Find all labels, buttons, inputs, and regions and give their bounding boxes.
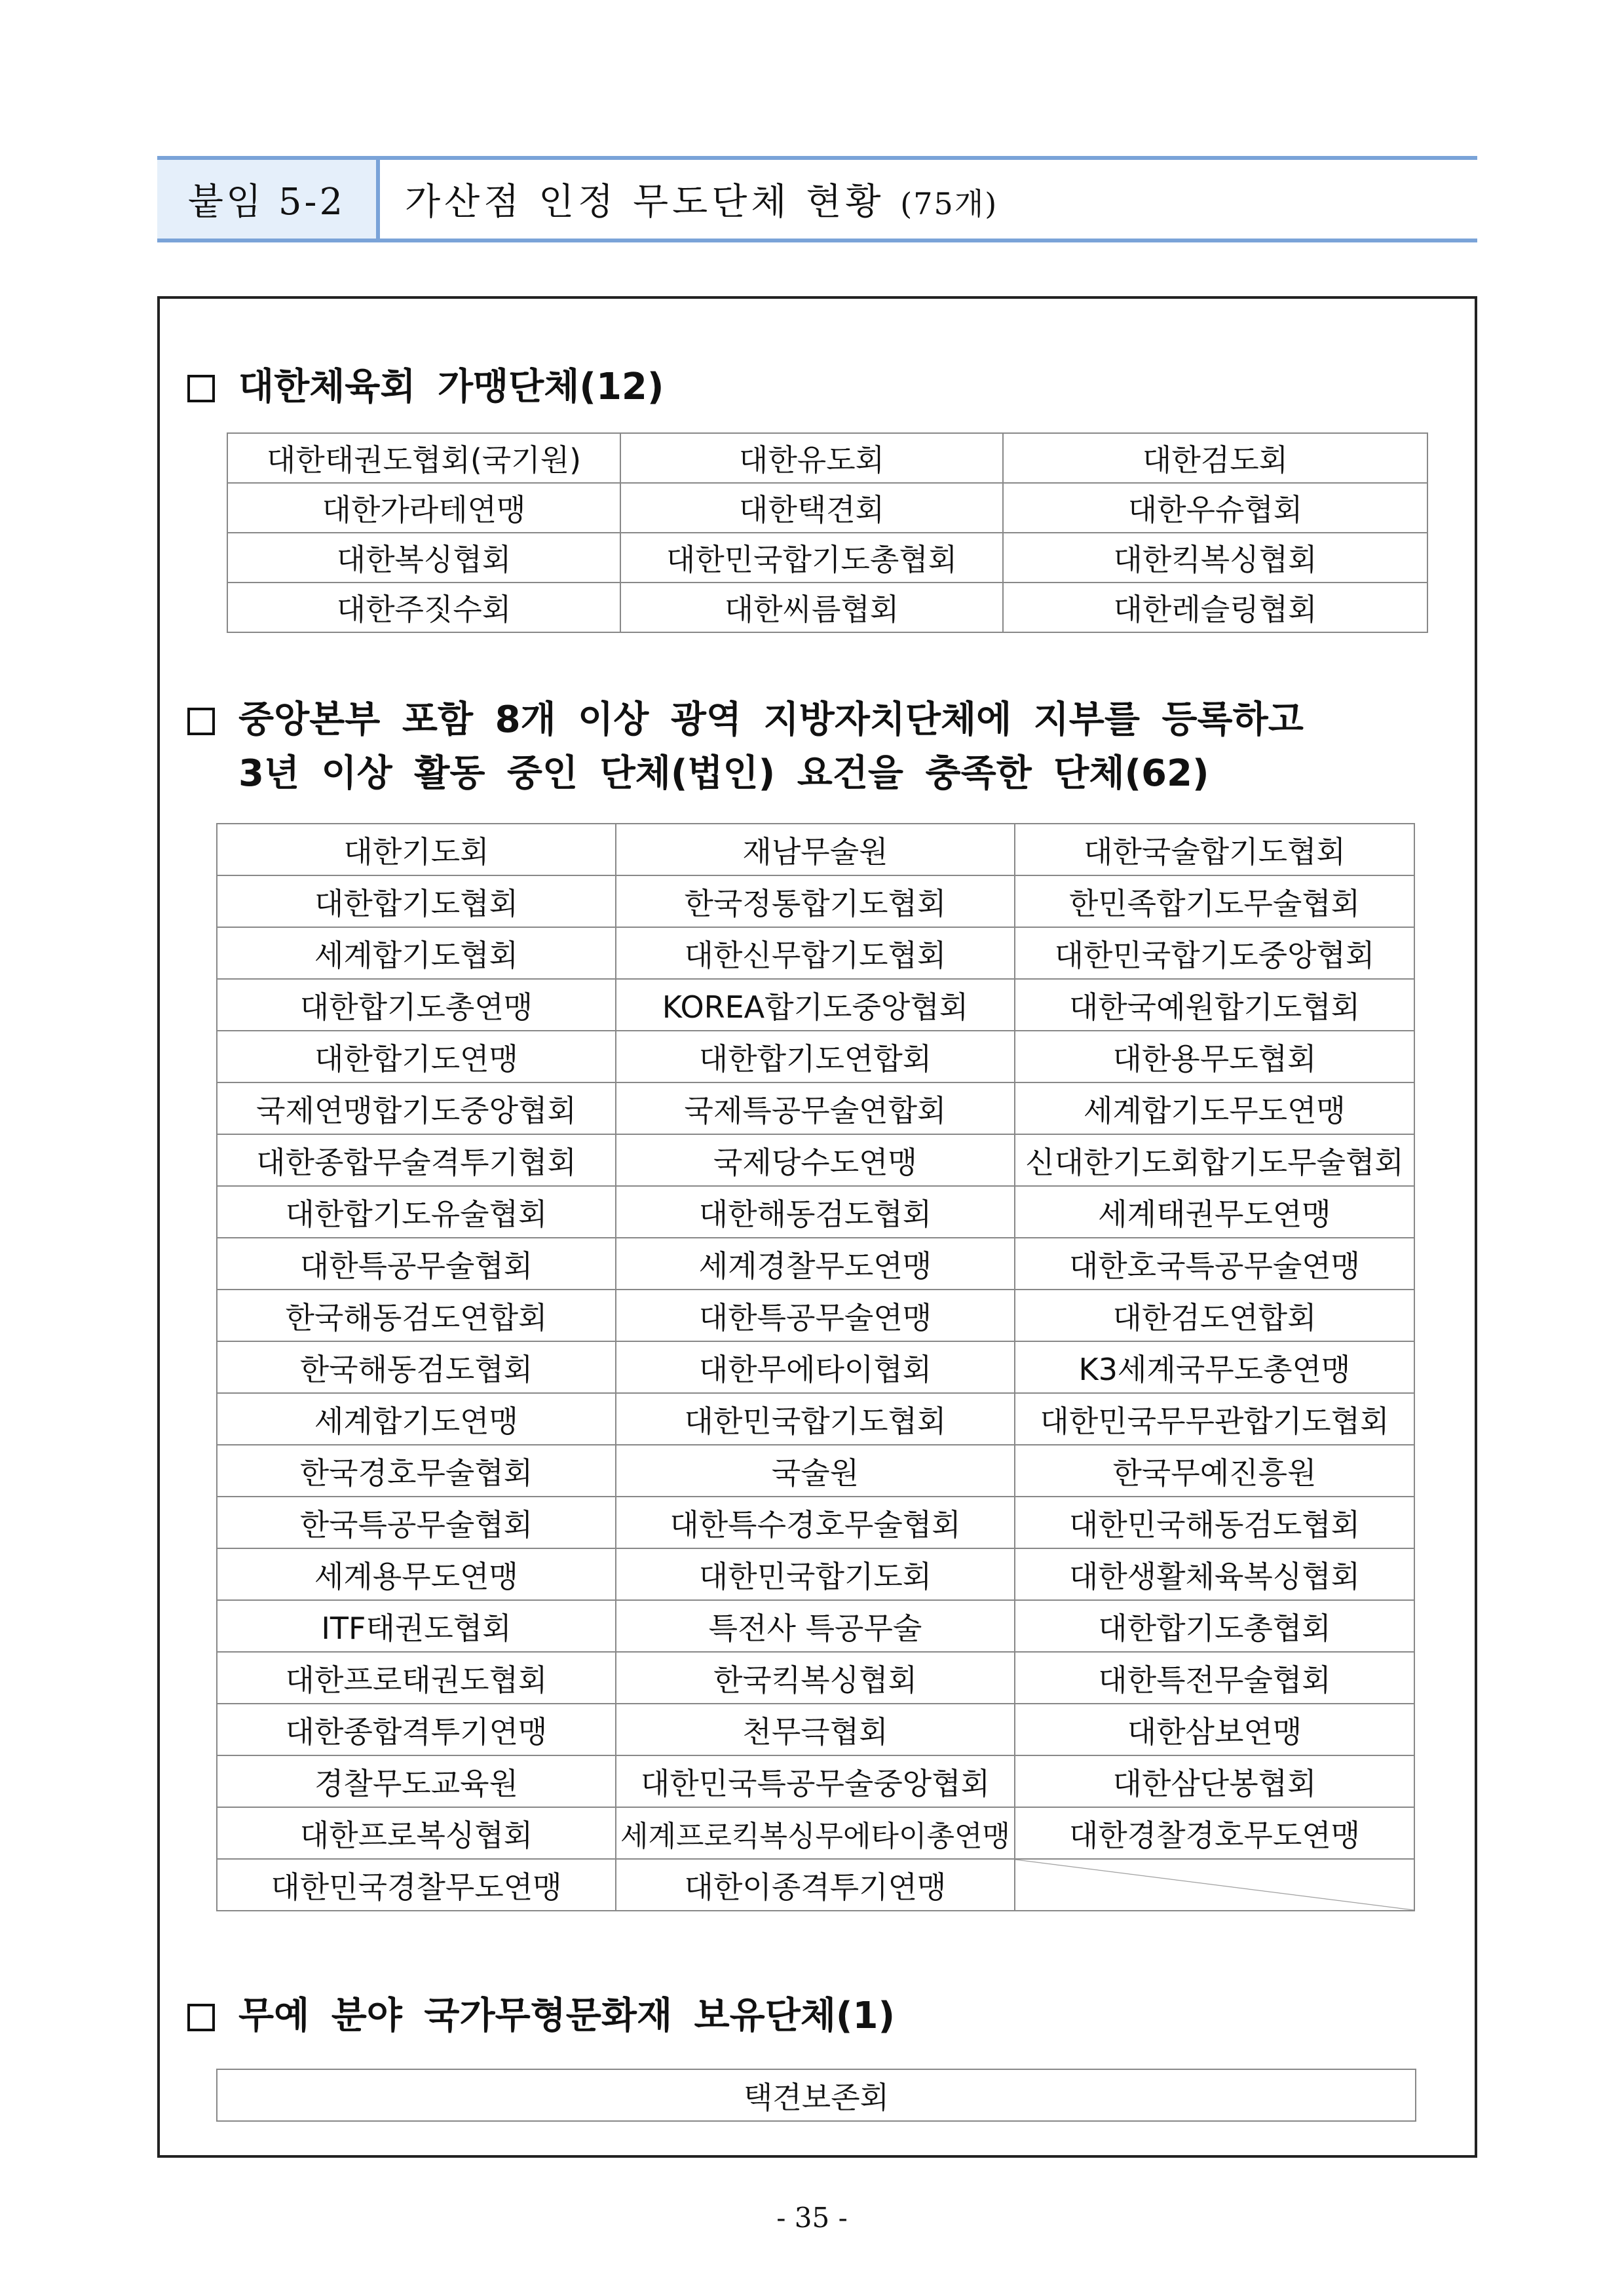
table-row [217,1600,1414,1652]
table-cell: 대한민국합기도회 [616,1548,1015,1600]
table-cell: 한국해동검도연합회 [217,1290,616,1341]
table-cell: 세계태권무도연맹 [1015,1186,1414,1238]
table-cell: 대한삼단봉협회 [1015,1755,1414,1807]
table-cell: 대한호국특공무술연맹 [1015,1238,1414,1290]
table-row [217,1652,1414,1704]
table-row [217,1238,1414,1290]
table-cell: 대한특공무술협회 [217,1238,616,1290]
table-cell: 대한합기도유술협회 [217,1186,616,1238]
section-heading-text: 대한체육회 가맹단체(12) [238,366,664,408]
section-heading-line-1: 중앙본부 포함 8개 이상 광역 지방자치단체에 지부를 등록하고 [238,698,1304,741]
table-cell: 대한합기도협회 [217,875,616,927]
table-cell: 세계합기도연맹 [217,1393,616,1445]
table-cell: 대한민국특공무술중앙협회 [616,1755,1015,1807]
table-cell: 신대한기도회합기도무술협회 [1015,1134,1414,1186]
table-row [217,1497,1414,1548]
table-cell: 대한레슬링협회 [1003,583,1427,632]
table-cell: 국술원 [616,1445,1015,1497]
table-cell: 한국무예진흥원 [1015,1445,1414,1497]
table-row [227,483,1427,533]
document-header [157,156,1477,242]
table-row [227,533,1427,583]
table-cell: 세계용무도연맹 [217,1548,616,1600]
table-cell: 국제특공무술연합회 [616,1082,1015,1134]
table-cell: 대한특수경호무술협회 [616,1497,1015,1548]
table-cell: 한민족합기도무술협회 [1015,875,1414,927]
title-count: (75개) [900,186,998,221]
table-row [217,1445,1414,1497]
page-number: - 35 - [776,2202,848,2234]
table-row [227,433,1427,483]
table-cell: 대한킥복싱협회 [1003,533,1427,583]
table-cell: 대한태권도협회(국기원) [227,433,620,483]
table-cell: 세계합기도무도연맹 [1015,1082,1414,1134]
table-cell: 대한국술합기도협회 [1015,824,1414,875]
table-row [217,1807,1414,1859]
table-cell: 택견보존회 [217,2069,1416,2121]
table-cell: 대한검도연합회 [1015,1290,1414,1341]
table-cell: 경찰무도교육원 [217,1755,616,1807]
table-cell: 대한삼보연맹 [1015,1704,1414,1755]
table-cell: 대한민국해동검도협회 [1015,1497,1414,1548]
table-row [217,1859,1414,1911]
table-row [217,1341,1414,1393]
table-row [217,1082,1414,1134]
section-heading-line-2: 3년 이상 활동 중인 단체(법인) 요건을 충족한 단체(62) [238,752,1209,795]
table-row [217,824,1414,875]
table-cell: 대한특공무술연맹 [616,1290,1015,1341]
table-cell: 세계합기도협회 [217,927,616,979]
table-row [217,1134,1414,1186]
checkbox-icon [187,375,215,402]
table-cell: KOREA합기도중앙협회 [616,979,1015,1031]
section-heading-3 [187,1989,895,2043]
table-cell: 한국해동검도협회 [217,1341,616,1393]
table-cell: 대한씨름협회 [620,583,1003,632]
table-cell: 대한합기도연합회 [616,1031,1015,1082]
table-cell: 특전사 특공무술 [616,1600,1015,1652]
table-cell: 한국경호무술협회 [217,1445,616,1497]
table-cell: 대한종합무술격투기협회 [217,1134,616,1186]
table-row [217,1031,1414,1082]
table-row [217,1548,1414,1600]
table-row [217,979,1414,1031]
table-row [217,927,1414,979]
document-title [380,173,998,225]
table-cell: 국제연맹합기도중앙협회 [217,1082,616,1134]
table-row [217,1393,1414,1445]
table-cell: 한국킥복싱협회 [616,1652,1015,1704]
table-cell: 대한기도회 [217,824,616,875]
table-row [217,1186,1414,1238]
table-cell: 대한검도회 [1003,433,1427,483]
table-cell: 대한합기도연맹 [217,1031,616,1082]
table-cell: 재남무술원 [616,824,1015,875]
table-cell: 대한민국무무관합기도협회 [1015,1393,1414,1445]
section-heading-text: 무예 분야 국가무형문화재 보유단체(1) [238,1995,896,2037]
table-cell: 대한우슈협회 [1003,483,1427,533]
table-cell: 대한이종격투기연맹 [616,1859,1015,1911]
table-row [217,1755,1414,1807]
table-cell [1015,1859,1414,1911]
table-cell: 대한합기도총연맹 [217,979,616,1031]
table-cell: 대한경찰경호무도연맹 [1015,1807,1414,1859]
table-cell: 대한택견회 [620,483,1003,533]
table-row [217,2069,1416,2121]
table-cell: 대한프로복싱협회 [217,1807,616,1859]
table-cell: 대한가라테연맹 [227,483,620,533]
section-heading-2 [187,693,1304,801]
table-heritage-organizations [216,2069,1416,2122]
table-cell: 대한용무도협회 [1015,1031,1414,1082]
table-cell: 대한무에타이협회 [616,1341,1015,1393]
table-cell: 대한국예원합기도협회 [1015,979,1414,1031]
table-row [217,1290,1414,1341]
table-cell: 대한유도회 [620,433,1003,483]
table-cell: 대한해동검도협회 [616,1186,1015,1238]
table-cell: 대한특전무술협회 [1015,1652,1414,1704]
checkbox-icon [187,2004,215,2031]
table-cell: 대한프로태권도협회 [217,1652,616,1704]
table-cell: K3세계국무도총연맹 [1015,1341,1414,1393]
table-cell: 한국특공무술협회 [217,1497,616,1548]
table-row [217,1704,1414,1755]
table-cell: 천무극협회 [616,1704,1015,1755]
checkbox-icon [187,708,215,735]
table-cell: 대한민국합기도중앙협회 [1015,927,1414,979]
table-cell: 대한복싱협회 [227,533,620,583]
table-cell: 대한민국합기도총협회 [620,533,1003,583]
table-cell: 세계경찰무도연맹 [616,1238,1015,1290]
title-text: 가산점 인정 무도단체 현황 [405,181,885,223]
table-cell: 대한신무합기도협회 [616,927,1015,979]
table-regional-organizations [216,823,1415,1911]
table-cell: 국제당수도연맹 [616,1134,1015,1186]
table-cell: 한국정통합기도협회 [616,875,1015,927]
table-row [217,875,1414,927]
table-cell: ITF태권도협회 [217,1600,616,1652]
attachment-label: 붙임 5-2 [157,160,380,239]
table-cell: 대한민국경찰무도연맹 [217,1859,616,1911]
table-sports-council-members [227,432,1428,633]
table-cell: 세계프로킥복싱무에타이총연맹 [616,1807,1015,1859]
table-cell: 대한합기도총협회 [1015,1600,1414,1652]
table-cell: 대한종합격투기연맹 [217,1704,616,1755]
table-row [227,583,1427,632]
section-heading-1 [187,360,664,414]
table-cell: 대한주짓수회 [227,583,620,632]
table-cell: 대한민국합기도협회 [616,1393,1015,1445]
table-cell: 대한생활체육복싱협회 [1015,1548,1414,1600]
